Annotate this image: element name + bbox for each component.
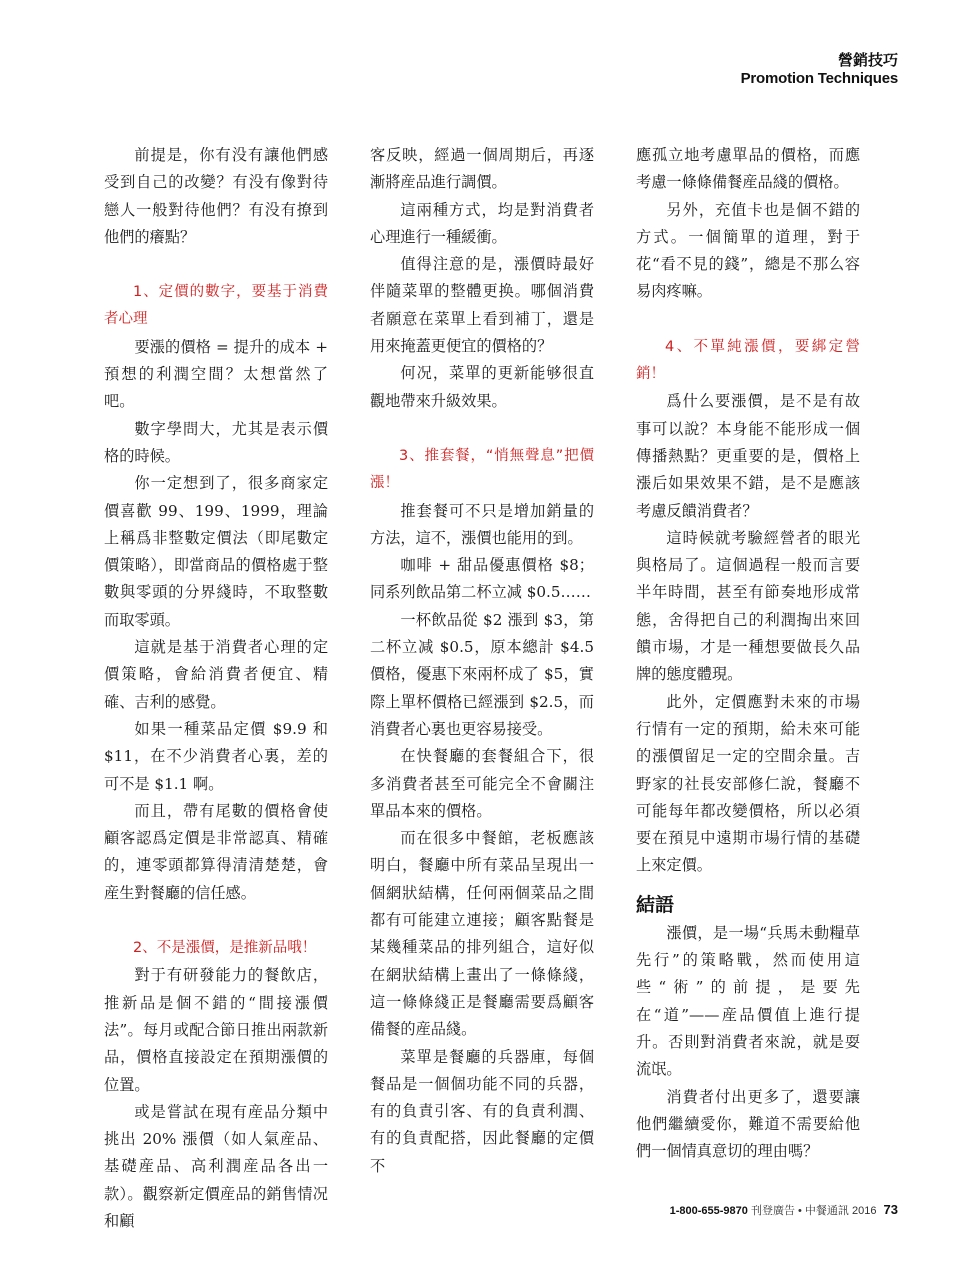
paragraph: 爲什么要漲價，是不是有故事可以說？本身能不能形成一個傳播熱點？更重要的是，價格上漲后如果效果不錯，是不是應該考慮反饋消費者？ <box>636 392 860 520</box>
footer-phone: 1-800-655-9870 <box>669 1205 748 1217</box>
paragraph: 這就是基于消費者心理的定價策略，會給消費者便宜、精確、吉利的感覺。 <box>104 638 328 711</box>
section-title-en: Promotion Techniques <box>740 70 898 87</box>
paragraph: 何况，菜單的更新能够很直觀地帶來升級效果。 <box>370 364 594 410</box>
paragraph: 消費者付出更多了，還要讓他們繼續愛你，難道不需要給他們一個情真意切的理由嗎？ <box>636 1087 860 1161</box>
column-2 <box>370 142 594 1180</box>
paragraph: 咖啡 + 甜品優惠價格 $8；同系列飲品第二杯立减 $0.5…… <box>370 556 594 602</box>
column-1 <box>104 142 328 1235</box>
paragraph: 應孤立地考慮單品的價格，而應考慮一條條備餐産品綫的價格。 <box>636 146 860 192</box>
paragraph: 漲價，是一場“兵馬未動糧草先行”的策略戰，然而使用這些“術”的前提，是要先在“道”——産品價值上進行提升。否則對消費者來說，就是耍流氓。 <box>636 923 860 1079</box>
paragraph: 客反映，經過一個周期后，再逐漸將産品進行調價。 <box>370 146 594 192</box>
paragraph: 對于有研發能力的餐飲店，推新品是個不錯的“間接漲價法”。每月或配合節日推出兩款新品，價格直接設定在預期漲價的位置。 <box>104 966 328 1094</box>
paragraph: 另外，充值卡也是個不錯的方式。一個簡單的道理，對于花“看不見的錢”，總是不那么容易肉疼嘛。 <box>636 200 860 301</box>
paragraph: 你一定想到了，很多商家定價喜歡 99、199、1999，理論上稱爲非整數定價法（即尾數定價策略），即當商品的價格處于整數與零頭的分界綫時，不取整數而取零頭。 <box>104 474 328 629</box>
footer-text: 刊登廣告 • 中餐通訊 2016 <box>750 1205 877 1217</box>
paragraph: 如果一種菜品定價 $9.9 和 $11，在不少消費者心裏，差的可不是 $1.1 啊。 <box>104 719 328 793</box>
paragraph: 在快餐廳的套餐組合下，很多消費者甚至可能完全不會關注單品本來的價格。 <box>370 747 594 820</box>
paragraph: 或是嘗試在現有産品分類中挑出 20% 漲價（如人氣産品、基礎産品、高利潤産品各出一款）。觀察新定價産品的銷售情况和顧 <box>104 1102 328 1230</box>
paragraph: 而在很多中餐館，老板應該明白，餐廳中所有菜品呈現出一個網狀結構，任何兩個菜品之間都有可能建立連接；顧客點餐是某幾種菜品的排列組合，這好似在網狀結構上畫出了一條條綫，這一條條綫正是餐廳需要爲顧客備餐的産品綫。 <box>370 829 594 1039</box>
column-3 <box>636 142 860 1165</box>
section-heading-2: 2、不是漲價，是推新品哦！ <box>133 940 317 957</box>
paragraph: 這時候就考驗經營者的眼光與格局了。這個過程一般而言要半年時間，甚至有節奏地形成常態，舍得把自己的利潤掏出來回饋市場，才是一種想要做長久品牌的態度體現。 <box>636 528 860 684</box>
page-footer <box>670 1202 898 1218</box>
section-title-cn: 營銷技巧 <box>837 51 898 69</box>
paragraph: 值得注意的是，漲價時最好伴隨菜單的整體更换。哪個消費者願意在菜單上看到補丁，還是用來掩蓋更便宜的價格的？ <box>370 255 594 356</box>
page-number: 73 <box>883 1202 898 1217</box>
paragraph: 這兩種方式，均是對消費者心理進行一種緩衝。 <box>370 200 594 246</box>
section-heading-4: 4、不單純漲價，要綁定營銷！ <box>636 338 860 383</box>
running-header <box>741 50 898 88</box>
section-heading-1: 1、定價的數字，要基于消費者心理 <box>104 284 328 328</box>
paragraph: 一杯飲品從 $2 漲到 $3，第二杯立减 $0.5，原本總計 $4.5 價格，優惠下來兩杯成了 $5，實際上單杯價格已經漲到 $2.5，而消費者心裏也更容易接受。 <box>370 610 594 738</box>
paragraph: 而且，帶有尾數的價格會使顧客認爲定價是非常認真、精確的，連零頭都算得清清楚楚，會産生對餐廳的信任感。 <box>104 801 328 902</box>
conclusion-heading: 結語 <box>636 893 675 916</box>
paragraph: 菜單是餐廳的兵器庫，每個餐品是一個個功能不同的兵器，有的負責引客、有的負責利潤、有的負責配搭，因此餐廳的定價不 <box>370 1047 594 1175</box>
paragraph: 推套餐可不只是增加銷量的方法，這不，漲價也能用的到。 <box>370 501 594 547</box>
paragraph: 要漲的價格 = 提升的成本 + 預想的利潤空間？太想當然了吧。 <box>104 337 328 411</box>
paragraph: 前提是，你有没有讓他們感受到自己的改變？有没有像對待戀人一般對待他們？有没有撩到他們的癢點？ <box>104 146 328 246</box>
paragraph: 此外，定價應對未來的市場行情有一定的預期，給未來可能的漲價留足一定的空間余量。吉野家的社長安部修仁說，餐廳不可能每年都改變價格，所以必須要在預見中遠期市場行情的基礎上來定價。 <box>636 692 860 875</box>
paragraph: 數字學問大，尤其是表示價格的時候。 <box>104 419 328 465</box>
section-heading-3: 3、推套餐，“悄無聲息”把價漲！ <box>370 447 594 492</box>
